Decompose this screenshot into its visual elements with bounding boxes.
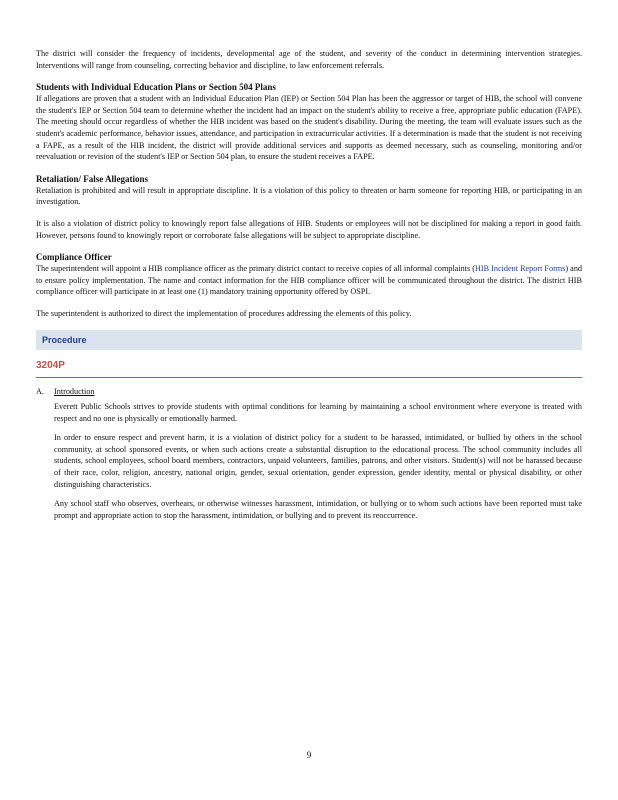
retaliation-heading: Retaliation/ False Allegations [36,173,148,184]
procedure-bar [36,330,582,350]
section-a-para2: In order to ensure respect and prevent harm, it is a violation of district policy for a student to be harassed, intimidated, or bullied by others in the school community, at school sponsored events, or when such actions create a substantial disruption to the educational process. The school community includes all students, school employees, school board members, contractors, unpaid volunteers, families, patrons, and other visitors. Student(s) will not be harassed because of their race, color, religion, ancestry, national origin, gender, sexual orientation, gender expression, gender identity, mental or physical disability, or other distinguishing characteristics. [54,433,582,489]
section-divider [36,377,582,378]
compliance-heading: Compliance Officer [36,252,112,263]
hib-report-forms-link[interactable]: HIB Incident Report Forms [474,264,566,274]
compliance-text-before: The superintendent will appoint a HIB compliance officer as the primary district contact to receive copies of all informal complaints ( [36,264,475,274]
intro-paragraph: The district will consider the frequency of incidents, developmental age of the student, and severity of the conduct in determining intervention strategies. Interventions will range from counseling, correcting behavior and discipline, to law enforcement referrals. [36,49,582,70]
section-a-body [54,397,582,521]
iep-body: If allegations are proven that a student with an Individual Education Plan (IEP) or Section 504 Plan has been the aggressor or target of HIB, the school will convene the student's IEP or Section 504 team to determine whether the incident had an impact on the student's ability to receive a free, appropriate public education (FAPE). The meeting should occur regardless of whether the HIB incident was based on the student's disability. During the meeting, the team will evaluate issues such as the student's academic performance, behavior issues, attendance, and participation in extracurricular activities. If a determination is made that the student is not receiving a FAPE, as a result of the HIB incident, the district will provide additional services and supports as deemed necessary, such as counseling, monitoring and/or reevaluation or revision of the student's IEP or Section 504 plan, to ensure the student receives a FAPE. [36,94,582,162]
retaliation-para2: It is also a violation of district policy to knowingly report false allegations of HIB. Students or employees will not be disciplined for making a report in good faith. However, persons found to knowingly report or corroborate false allegations will be subject to appropriate discipline. [36,218,582,240]
iep-heading: Students with Individual Education Plans or Section 504 Plans [36,82,276,93]
section-a-para3: Any school staff who observes, overhears, or otherwise witnesses harassment, intimidation, or bullying or to whom such actions have been reported must take prompt and appropriate action to stop the harassment, intimidation, or bullying and to prevent its reoccurrence. [54,499,582,520]
section-a-header [36,386,582,398]
procedure-code: 3204P [36,359,65,371]
compliance-text-after: ) and to ensure policy implementation. The name and contact information for the HIB compliance officer will be communicated throughout the district. The district HIB compliance officer will participate in at least one (1) mandatory training opportunity offered by OSPI. [36,264,583,297]
page-number: 9 [306,750,312,760]
procedure-label: Procedure [42,334,87,345]
document-page [36,48,582,521]
section-a-title: Introduction [54,386,95,396]
compliance-para1 [36,263,582,298]
section-a-letter: A. [36,386,44,396]
retaliation-para1: Retaliation is prohibited and will result in appropriate discipline. It is a violation of this policy to threaten or harm someone for reporting HIB, or participating in an investigation. [36,185,582,207]
compliance-para2: The superintendent is authorized to direct the implementation of procedures addressing the elements of this policy. [36,308,412,318]
section-a-para1: Everett Public Schools strives to provide students with optimal conditions for learning by maintaining a school environment where everyone is treated with respect and no one is physically or emotionally harmed. [54,402,582,423]
